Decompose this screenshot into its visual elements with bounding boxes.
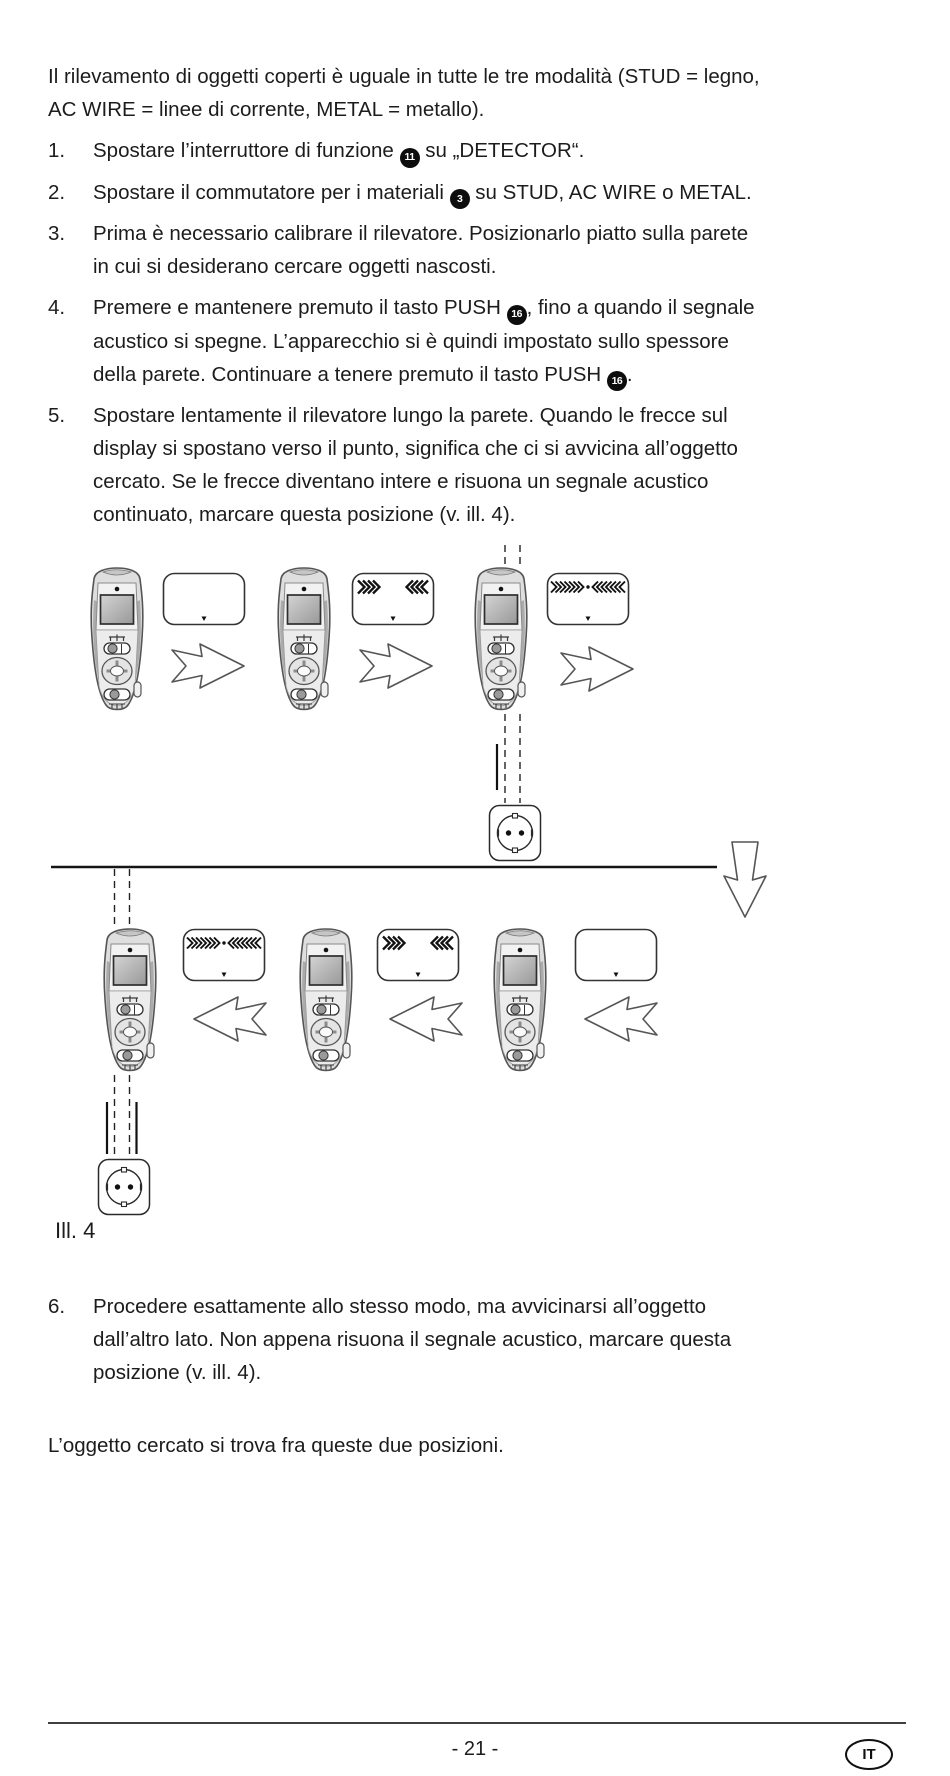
detector-device-6 xyxy=(494,929,546,1071)
intro-line-2: AC WIRE = linee di corrente, METAL = metallo). xyxy=(48,98,485,121)
list-item-number: 2. xyxy=(48,180,66,204)
step-text-segment: . xyxy=(626,362,633,386)
detector-device-5 xyxy=(300,929,352,1071)
step-text-segment: su STUD, AC WIRE o METAL. xyxy=(469,180,752,204)
page-number: - 21 - xyxy=(451,1738,499,1760)
step-text-segment: in cui si desiderano cercare oggetti nascosti. xyxy=(93,255,497,278)
list-item-text xyxy=(93,1290,731,1389)
step-text-segment: , fino a quando il segnale xyxy=(526,296,755,319)
step-text-segment: su „DETECTOR“. xyxy=(419,139,585,162)
step-text-segment: dall’altro lato. Non appena risuona il segnale acustico, marcare questa xyxy=(93,1328,732,1351)
list-item-number: 3. xyxy=(48,222,66,245)
list-item xyxy=(48,1290,731,1389)
move-right-arrow-2 xyxy=(360,644,432,688)
step-text-segment: continuato, marcare questa posizione (v. ill. 4). xyxy=(93,503,516,526)
language-badge: IT xyxy=(845,1739,893,1770)
move-right-arrow-3 xyxy=(561,647,633,691)
step-text-segment: Premere e mantenere premuto il tasto PUSH xyxy=(93,296,507,319)
display-bubble-empty-2 xyxy=(576,930,657,981)
list-item-number: 6. xyxy=(48,1295,66,1318)
list-item-number: 5. xyxy=(48,404,66,427)
step-text-segment: della parete. Continuare a tenere premuto il tasto PUSH xyxy=(93,362,607,386)
closing-sentence: L’oggetto cercato si trova fra queste due posizioni. xyxy=(48,1434,504,1457)
intro-line-1: Il rilevamento di oggetti coperti è uguale in tutte le tre modalità (STUD = legno, xyxy=(48,65,760,88)
step-text-segment: Spostare il commutatore per i materiali xyxy=(93,180,450,204)
display-bubble-full-arrows-2 xyxy=(184,930,265,981)
step-text-segment: Spostare lentamente il rilevatore lungo la parete. Quando le frecce sul xyxy=(93,404,728,427)
display-bubble-empty-1 xyxy=(164,574,245,625)
move-left-arrow-3 xyxy=(585,997,657,1041)
move-left-arrow-2 xyxy=(390,997,462,1041)
step-text-segment: display si spostano verso il punto, significa che ci si avvicina all’oggetto xyxy=(93,437,738,460)
figure-caption: Ill. 4 xyxy=(55,1218,96,1243)
detector-device-3 xyxy=(475,568,527,710)
step-text-segment: cercato. Se le frecce diventano intere e risuona un segnale acustico xyxy=(93,470,709,493)
detector-device-2 xyxy=(278,568,330,710)
list-item-number: 4. xyxy=(48,296,66,319)
step-text-segment: posizione (v. ill. 4). xyxy=(93,1361,262,1384)
circled-number-badge: 11 xyxy=(400,148,420,168)
circled-number-badge: 16 xyxy=(507,305,527,325)
wall-socket-row1 xyxy=(490,806,541,861)
display-bubble-partial-arrows-2 xyxy=(378,930,459,981)
step-text-segment: acustico si spegne. L’apparecchio si è quindi impostato sullo spessore xyxy=(93,329,729,353)
display-bubble-full-arrows-1 xyxy=(548,574,629,625)
list-item-number: 1. xyxy=(48,139,66,162)
detector-device-1 xyxy=(91,568,143,710)
wall-socket-row2 xyxy=(99,1160,150,1215)
circled-number-badge: 16 xyxy=(607,371,627,391)
detector-device-4 xyxy=(104,929,156,1071)
move-left-arrow-1 xyxy=(194,997,266,1041)
continue-down-arrow xyxy=(724,842,766,917)
display-bubble-partial-arrows-1 xyxy=(353,574,434,625)
move-right-arrow-1 xyxy=(172,644,244,688)
circled-number-badge: 3 xyxy=(450,189,470,209)
footer-divider xyxy=(48,1722,906,1724)
step-text-segment: Spostare l’interruttore di funzione xyxy=(93,139,400,162)
numbered-step-6 xyxy=(48,1290,731,1397)
step-text-segment: Procedere esattamente allo stesso modo, ma avvicinarsi all’oggetto xyxy=(93,1295,707,1318)
step-text-segment: Prima è necessario calibrare il rilevatore. Posizionarlo piatto sulla parete xyxy=(93,222,749,245)
